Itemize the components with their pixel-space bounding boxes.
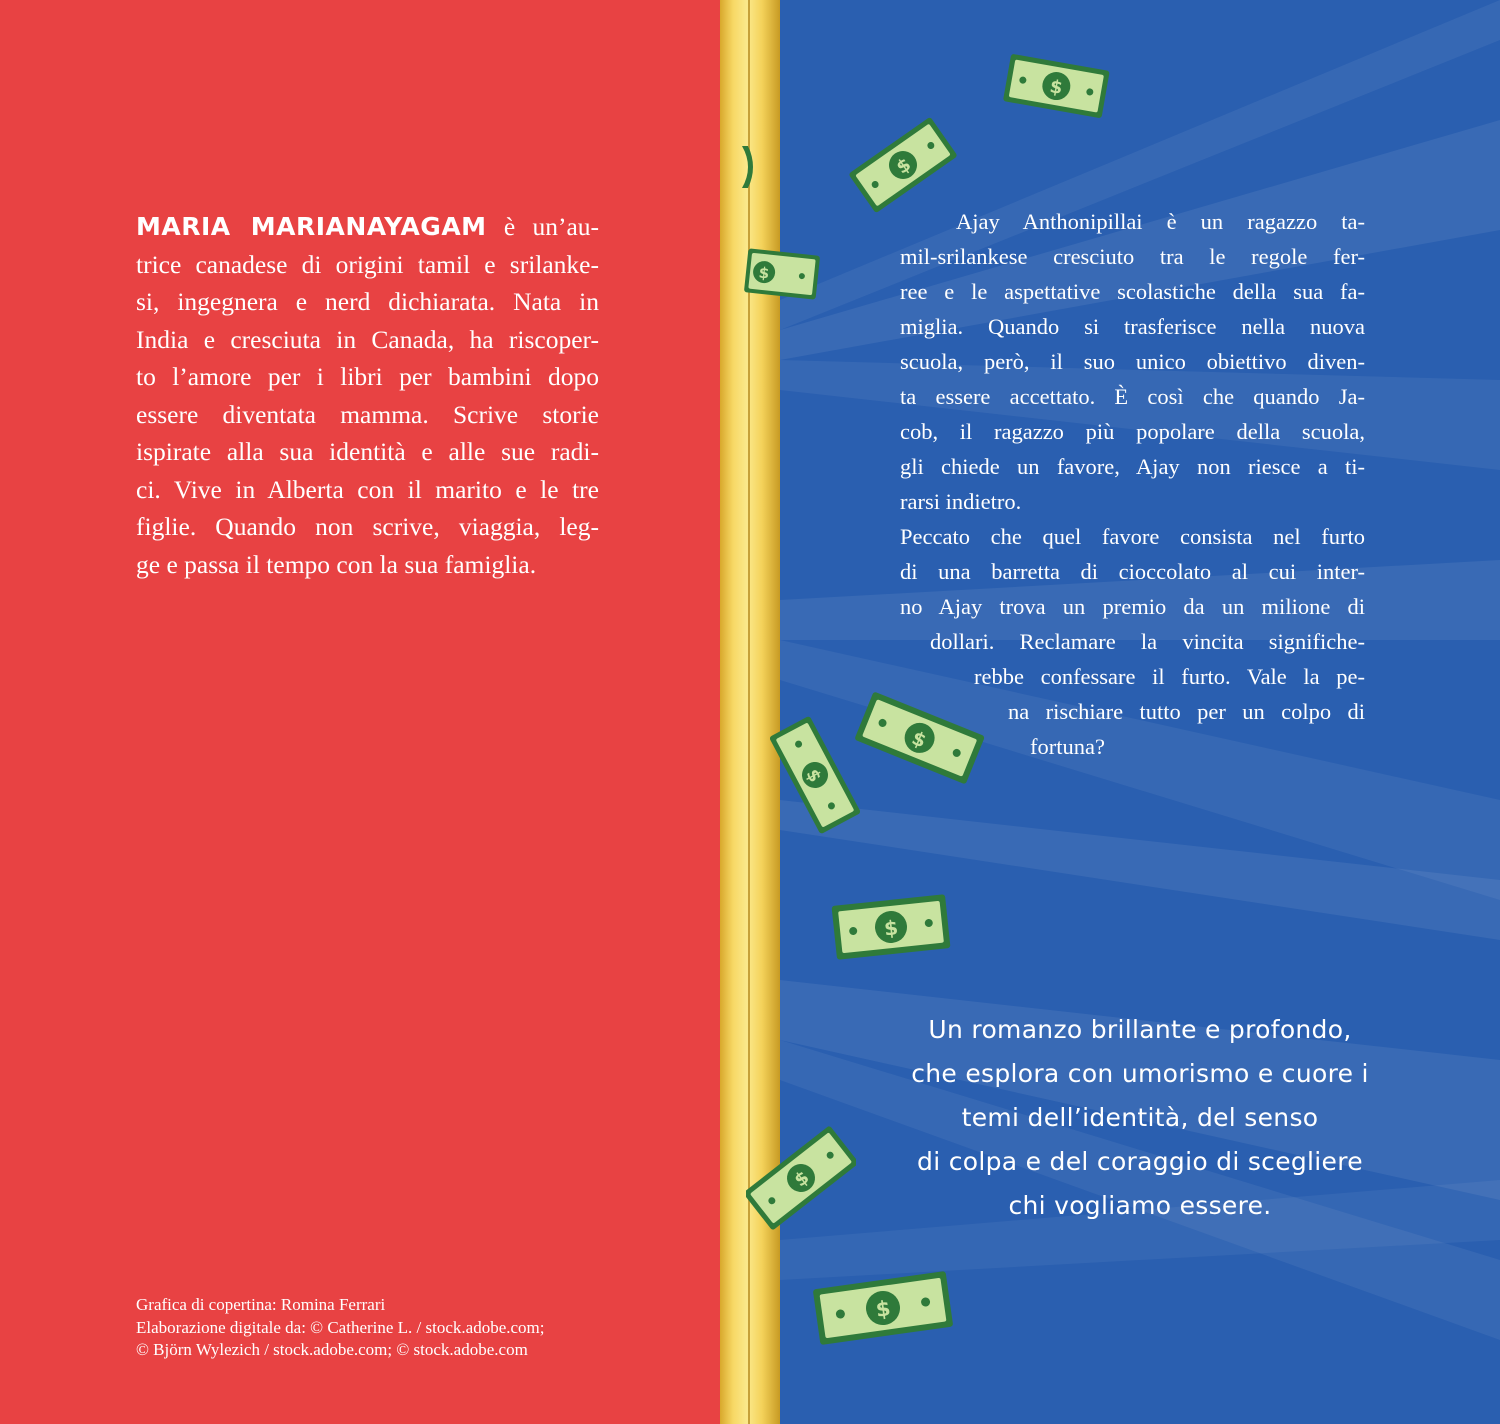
bio-line: ci. Vive in Alberta con il marito e le tre bbox=[136, 474, 599, 504]
tagline-line: di colpa e del coraggio di scegliere bbox=[917, 1147, 1363, 1176]
tagline-line: chi vogliamo essere. bbox=[1008, 1191, 1272, 1220]
bio-line: figlie. Quando non scrive, viaggia, leg- bbox=[136, 512, 599, 541]
blurb-line: ta essere accettato. È così che quando Ja- bbox=[900, 384, 1365, 409]
dollar-bill-icon bbox=[998, 52, 1114, 124]
blurb-line: di una barretta di cioccolato al cui inter- bbox=[900, 559, 1365, 584]
bio-line: si, ingegnera e nerd dichiarata. Nata in bbox=[136, 287, 599, 316]
cover-credits bbox=[136, 1294, 676, 1362]
blurb-line: dollari. Reclamare la vincita significhe- bbox=[930, 629, 1365, 654]
blurb-line: scuola, però, il suo unico obiettivo diven- bbox=[900, 349, 1365, 374]
blurb-line: Ajay Anthonipillai è un ragazzo ta- bbox=[956, 209, 1365, 234]
bio-line: ge e passa il tempo con la sua famiglia. bbox=[136, 549, 537, 579]
blurb-line: miglia. Quando si trasferisce nella nuova bbox=[900, 314, 1365, 339]
svg-text:$: $ bbox=[874, 1296, 893, 1322]
dollar-bill-icon bbox=[744, 244, 820, 304]
dollar-bill-icon bbox=[808, 1268, 958, 1348]
book-tagline bbox=[880, 1008, 1400, 1228]
dollar-bill-icon bbox=[740, 142, 756, 192]
svg-text:$: $ bbox=[801, 766, 825, 786]
svg-text:$: $ bbox=[1048, 76, 1065, 99]
bio-line: essere diventata mamma. Scrive storie bbox=[136, 399, 599, 429]
svg-text:$: $ bbox=[757, 263, 771, 283]
blurb-line: fortuna? bbox=[1030, 734, 1105, 759]
bio-line: to l’amore per i libri per bambini dopo bbox=[136, 362, 599, 391]
blurb-line: gli chiede un favore, Ajay non riesce a ti- bbox=[900, 454, 1365, 479]
bio-line: è un’au- bbox=[486, 212, 600, 241]
credit-line: Grafica di copertina: Romina Ferrari bbox=[136, 1295, 386, 1314]
author-name: MARIA MARIANAYAGAM bbox=[136, 212, 487, 241]
dollar-bill-icon bbox=[826, 882, 956, 972]
svg-text:$: $ bbox=[882, 915, 900, 941]
tagline-line: Un romanzo brillante e profondo, bbox=[928, 1015, 1352, 1044]
blurb-line: rarsi indietro. bbox=[900, 489, 1022, 514]
tagline-line: temi dell’identità, del senso bbox=[961, 1103, 1319, 1132]
blurb-line: na rischiare tutto per un colpo di bbox=[1008, 699, 1365, 724]
dollar-bill-icon bbox=[746, 1118, 856, 1238]
bio-line: trice canadese di origini tamil e srilanke- bbox=[136, 249, 599, 279]
blurb-line: cob, il ragazzo più popolare della scuola, bbox=[900, 419, 1365, 444]
blurb-line: no Ajay trova un premio da un milione di bbox=[900, 594, 1365, 619]
author-bio bbox=[136, 208, 599, 583]
svg-text:$: $ bbox=[790, 1167, 814, 1192]
blurb-line: Peccato che quel favore consista nel furto bbox=[900, 524, 1365, 549]
blurb-line: ree e le aspettative scolastiche della sua fa- bbox=[900, 279, 1365, 304]
bio-line: India e cresciuta in Canada, ha riscoper- bbox=[136, 324, 599, 354]
svg-text:$: $ bbox=[892, 154, 916, 179]
book-blurb bbox=[900, 204, 1365, 764]
bio-line: ispirate alla sua identità e alle sue radi- bbox=[136, 437, 599, 466]
dollar-bill-icon bbox=[770, 710, 860, 840]
blurb-line: rebbe confessare il furto. Vale la pe- bbox=[974, 664, 1365, 689]
credit-line: © Björn Wylezich / stock.adobe.com; © stock.adobe.com bbox=[136, 1340, 528, 1359]
credit-line: Elaborazione digitale da: © Catherine L. / stock.adobe.com; bbox=[136, 1317, 545, 1337]
blurb-line: mil-srilankese cresciuto tra le regole fer- bbox=[900, 244, 1365, 269]
svg-text:$: $ bbox=[908, 727, 930, 753]
tagline-line: che esplora con umorismo e cuore i bbox=[911, 1059, 1369, 1088]
